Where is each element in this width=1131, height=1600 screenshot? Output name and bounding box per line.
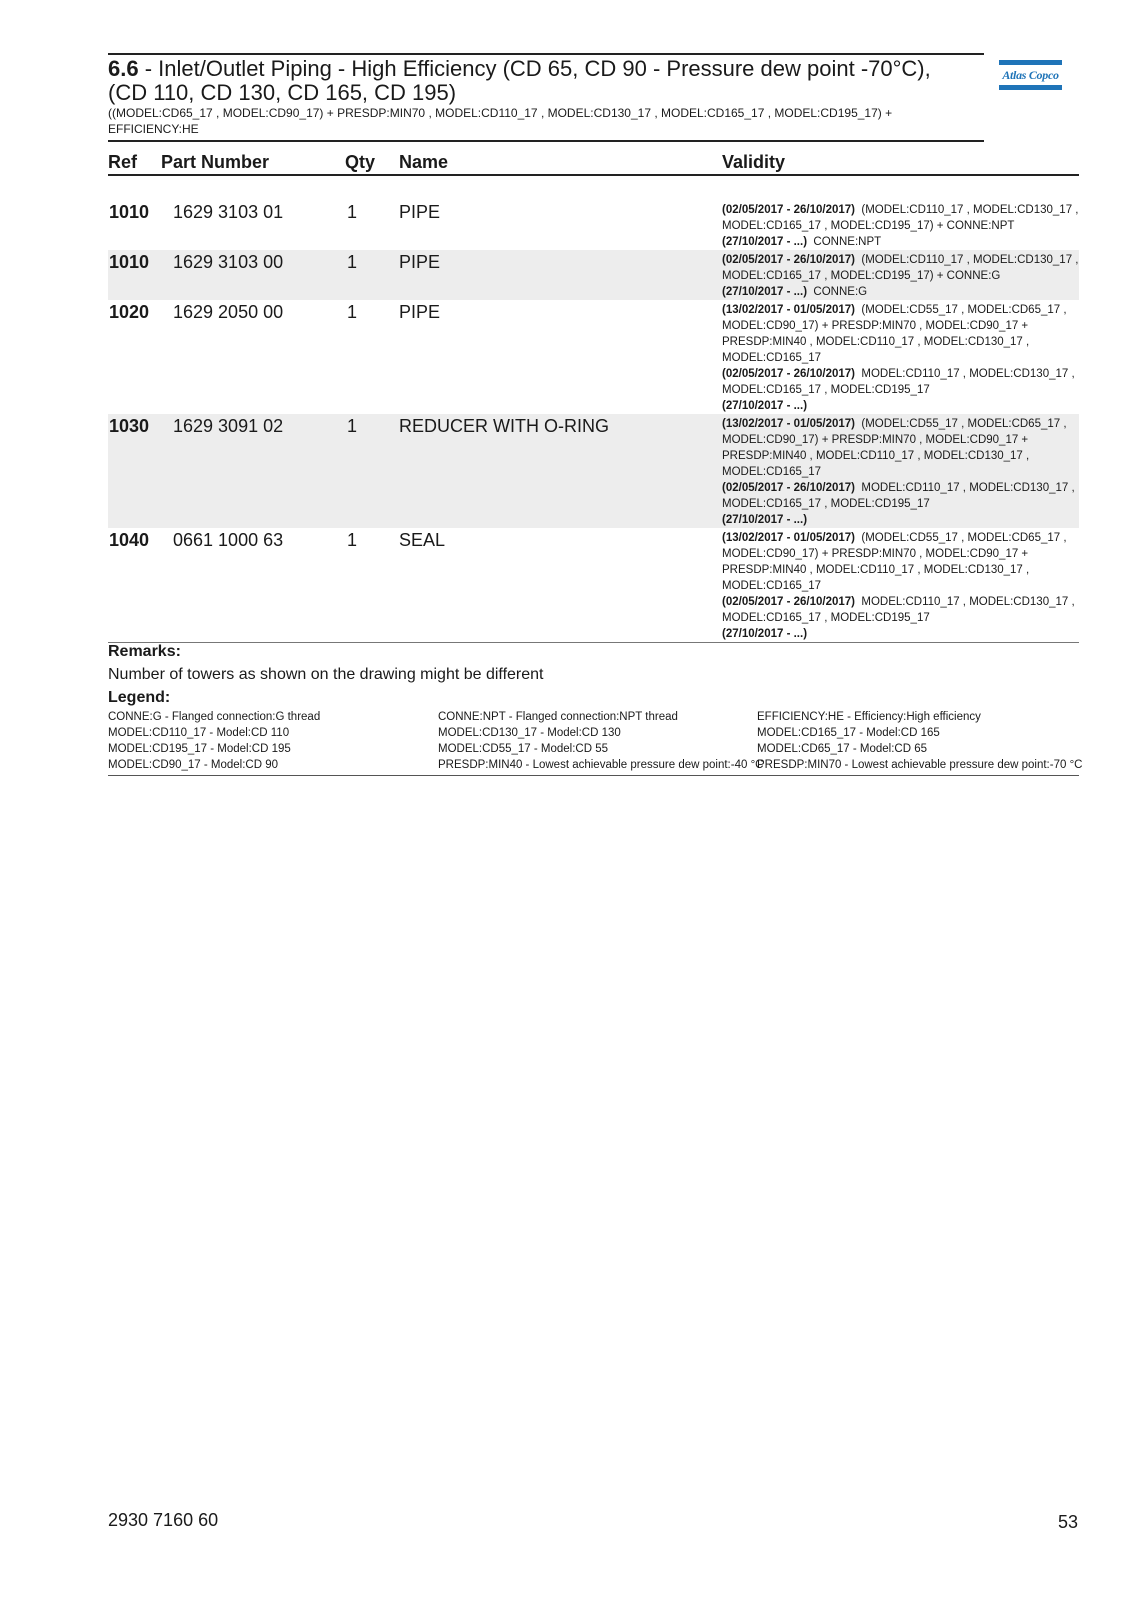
qty-cell: 1 — [347, 302, 358, 322]
validity-line — [722, 366, 1075, 382]
validity-condition: (MODEL:CD55_17 , MODEL:CD65_17 , — [861, 304, 1067, 316]
title-line-2: (CD 110, CD 130, CD 165, CD 195) — [108, 80, 457, 105]
validity-date-range: (02/05/2017 - 26/10/2017) — [722, 482, 855, 494]
table-row — [108, 250, 1079, 300]
validity-line — [722, 284, 1072, 300]
legend-table — [108, 709, 1083, 776]
part-number-cell: 1629 3103 01 — [173, 202, 284, 222]
name-cell: REDUCER WITH O-RING — [399, 416, 609, 436]
validity-cell — [722, 302, 1075, 414]
ref-cell: 1040 — [109, 530, 150, 550]
validity-date-range: (02/05/2017 - 26/10/2017) — [722, 368, 855, 380]
part-number-cell: 0661 1000 63 — [173, 530, 284, 550]
section-header — [108, 53, 984, 142]
legend-entry: MODEL:CD55_17 - Model:CD 55 — [438, 743, 609, 755]
page-title — [108, 57, 984, 81]
validity-line — [722, 496, 1072, 512]
validity-cell — [722, 530, 1075, 642]
validity-date-range: (27/10/2017 - ...) — [722, 514, 808, 526]
validity-cell — [722, 252, 1079, 300]
name-cell: SEAL — [399, 530, 446, 550]
document-number: 2930 7160 60 — [108, 1510, 219, 1530]
legend-entry: MODEL:CD110_17 - Model:CD 110 — [108, 727, 290, 739]
column-qty: Qty — [345, 152, 376, 172]
validity-date-range: (27/10/2017 - ...) — [722, 286, 808, 298]
validity-line — [722, 610, 1072, 626]
section-number: 6.6 — [108, 56, 139, 81]
validity-line — [722, 432, 1072, 448]
legend-row — [108, 741, 1079, 757]
validity-cell — [722, 416, 1075, 528]
validity-line — [722, 218, 1072, 234]
validity-line — [722, 578, 1072, 594]
column-ref: Ref — [108, 152, 138, 172]
validity-condition: MODEL:CD165_17 , MODEL:CD195_17) + CONNE:G — [722, 270, 1001, 282]
validity-line — [722, 350, 1072, 366]
table-row — [108, 528, 1079, 642]
validity-condition: (MODEL:CD55_17 , MODEL:CD65_17 , — [861, 418, 1067, 430]
subtitle-line-1: ((MODEL:CD65_17 , MODEL:CD90_17) + PRESDP:MIN70 , MODEL:CD110_17 , MODEL:CD130_17 , MODEL:CD165_17 , MODEL:CD195_17) + — [108, 106, 893, 120]
table-row — [108, 200, 1079, 250]
legend-entry: CONNE:NPT - Flanged connection:NPT thread — [438, 711, 678, 723]
validity-line — [722, 562, 1072, 578]
column-validity: Validity — [722, 152, 786, 172]
logo-bar-bottom — [999, 85, 1062, 90]
ref-cell: 1010 — [109, 202, 150, 222]
validity-line — [722, 318, 1072, 334]
title-line-1: - Inlet/Outlet Piping - High Efficiency (CD 65, CD 90 - Pressure dew point -70°C), — [138, 56, 931, 81]
name-cell: PIPE — [399, 302, 441, 322]
validity-line — [722, 252, 1079, 268]
ref-cell: 1010 — [109, 252, 150, 272]
table-row — [108, 300, 1079, 414]
page-number: 53 — [1058, 1512, 1079, 1532]
validity-date-range: (27/10/2017 - ...) — [722, 400, 808, 412]
legend-entry: MODEL:CD195_17 - Model:CD 195 — [108, 743, 291, 755]
validity-condition: MODEL:CD90_17) + PRESDP:MIN70 , MODEL:CD90_17 + — [722, 548, 1029, 560]
qty-cell: 1 — [347, 252, 358, 272]
validity-condition: (MODEL:CD55_17 , MODEL:CD65_17 , — [861, 532, 1067, 544]
validity-condition: MODEL:CD165_17 — [722, 466, 822, 478]
legend-entry: CONNE:G - Flanged connection:G thread — [108, 711, 321, 723]
validity-condition: MODEL:CD110_17 , MODEL:CD130_17 , — [861, 482, 1075, 494]
legend-entry: MODEL:CD90_17 - Model:CD 90 — [108, 759, 279, 771]
validity-line — [722, 594, 1075, 610]
validity-cell — [722, 202, 1079, 250]
legend-entry: MODEL:CD130_17 - Model:CD 130 — [438, 727, 621, 739]
validity-date-range: (13/02/2017 - 01/05/2017) — [722, 532, 855, 544]
validity-condition: PRESDP:MIN40 , MODEL:CD110_17 , MODEL:CD130_17 , — [722, 564, 1030, 576]
validity-line — [722, 416, 1072, 432]
validity-condition: (MODEL:CD110_17 , MODEL:CD130_17 , — [861, 204, 1079, 216]
table-bottom-rule — [108, 642, 1079, 643]
validity-line — [722, 268, 1072, 284]
validity-condition: PRESDP:MIN40 , MODEL:CD110_17 , MODEL:CD130_17 , — [722, 450, 1030, 462]
validity-line — [722, 546, 1072, 562]
legend-entry: EFFICIENCY:HE - Efficiency:High efficiency — [757, 711, 981, 723]
part-number-cell: 1629 3091 02 — [173, 416, 284, 436]
table-header — [108, 150, 1079, 176]
legend-entry: MODEL:CD65_17 - Model:CD 65 — [757, 743, 928, 755]
validity-date-range: (13/02/2017 - 01/05/2017) — [722, 418, 855, 430]
legend-entry: MODEL:CD165_17 - Model:CD 165 — [757, 727, 940, 739]
validity-line — [722, 302, 1072, 318]
validity-condition: MODEL:CD165_17 — [722, 352, 822, 364]
validity-condition: (MODEL:CD110_17 , MODEL:CD130_17 , — [861, 254, 1079, 266]
legend-row — [108, 709, 1079, 725]
remarks-heading: Remarks: — [108, 643, 181, 660]
logo-text: Atlas Copco — [1002, 68, 1059, 82]
legend-entry: PRESDP:MIN70 - Lowest achievable pressure dew point:-70 °C — [757, 759, 1083, 771]
validity-condition: MODEL:CD90_17) + PRESDP:MIN70 , MODEL:CD90_17 + — [722, 320, 1029, 332]
validity-line — [722, 334, 1072, 350]
validity-condition: MODEL:CD165_17 , MODEL:CD195_17 — [722, 498, 930, 510]
validity-date-range: (13/02/2017 - 01/05/2017) — [722, 304, 855, 316]
legend-entry: PRESDP:MIN40 - Lowest achievable pressure dew point:-40 °C — [438, 759, 764, 771]
validity-condition: PRESDP:MIN40 , MODEL:CD110_17 , MODEL:CD130_17 , — [722, 336, 1030, 348]
validity-line — [722, 626, 1072, 642]
validity-condition: MODEL:CD165_17 , MODEL:CD195_17 — [722, 384, 930, 396]
legend-row — [108, 725, 1079, 741]
validity-date-range: (02/05/2017 - 26/10/2017) — [722, 596, 855, 608]
validity-date-range: (27/10/2017 - ...) — [722, 628, 808, 640]
qty-cell: 1 — [347, 416, 358, 436]
validity-condition: MODEL:CD165_17 , MODEL:CD195_17) + CONNE:NPT — [722, 220, 1015, 232]
name-cell: PIPE — [399, 202, 441, 222]
validity-line — [722, 530, 1072, 546]
atlas-copco-logo — [999, 60, 1062, 94]
validity-condition: MODEL:CD165_17 — [722, 580, 822, 592]
qty-cell: 1 — [347, 530, 358, 550]
part-number-cell: 1629 2050 00 — [173, 302, 284, 322]
validity-line — [722, 398, 1072, 414]
validity-line — [722, 464, 1072, 480]
validity-line — [722, 448, 1072, 464]
validity-line — [722, 512, 1072, 528]
ref-cell: 1030 — [109, 416, 150, 436]
validity-line — [722, 202, 1079, 218]
column-name: Name — [399, 152, 449, 172]
validity-date-range: (02/05/2017 - 26/10/2017) — [722, 204, 855, 216]
validity-condition: CONNE:NPT — [813, 236, 882, 248]
qty-cell: 1 — [347, 202, 358, 222]
legend-heading: Legend: — [108, 689, 171, 706]
column-part-number: Part Number — [161, 152, 270, 172]
validity-condition: CONNE:G — [813, 286, 868, 298]
name-cell: PIPE — [399, 252, 441, 272]
validity-line — [722, 234, 1072, 250]
validity-date-range: (02/05/2017 - 26/10/2017) — [722, 254, 855, 266]
validity-line — [722, 480, 1075, 496]
legend-row — [108, 757, 1083, 773]
validity-condition: MODEL:CD110_17 , MODEL:CD130_17 , — [861, 368, 1075, 380]
ref-cell: 1020 — [109, 302, 150, 322]
subtitle-line-2: EFFICIENCY:HE — [108, 122, 199, 136]
validity-condition: MODEL:CD165_17 , MODEL:CD195_17 — [722, 612, 930, 624]
validity-condition: MODEL:CD90_17) + PRESDP:MIN70 , MODEL:CD90_17 + — [722, 434, 1029, 446]
remarks-text: Number of towers as shown on the drawing might be different — [108, 666, 544, 683]
part-number-cell: 1629 3103 00 — [173, 252, 284, 272]
validity-date-range: (27/10/2017 - ...) — [722, 236, 808, 248]
validity-condition: MODEL:CD110_17 , MODEL:CD130_17 , — [861, 596, 1075, 608]
table-row — [108, 414, 1079, 528]
validity-line — [722, 382, 1072, 398]
